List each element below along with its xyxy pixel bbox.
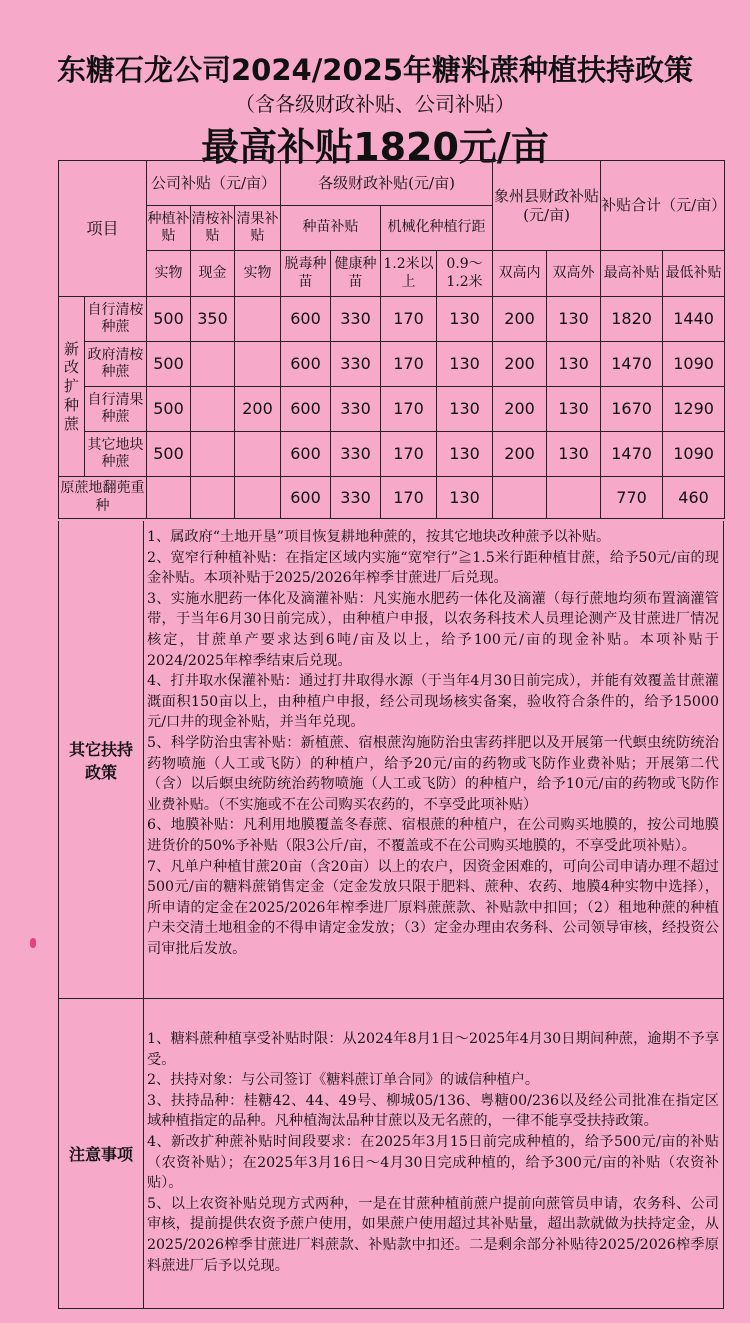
cell: 1670 [601,387,663,432]
note-item: 5、以上农资补贴兑现方式两种，一是在甘蔗种植前蔗户提前向蔗管员申请，农务科、公司审核，提前提供农资予蔗户使用，如果蔗户使用超过其补贴量，超出款就做为扶持定金，从2025/2026榨季甘蔗进厂料蔗款、补贴款中扣还。二是剩余部分补贴待2025/2026榨季原料蔗进厂后予以兑现。 [147,1195,719,1274]
cell [147,477,191,519]
policy-item: 6、地膜补贴：凡利用地膜覆盖冬春蔗、宿根蔗的种植户，在公司购买地膜的，按公司地膜进货价的50%予补贴（限3公斤/亩，不覆盖或不在公司购买地膜的，不享受此项补贴）。 [147,817,719,854]
cell: 130 [547,297,601,342]
row-name: 自行清果种蔗 [85,387,147,432]
header-cash: 现金 [191,251,235,297]
cell: 170 [381,432,437,477]
cell: 330 [331,432,381,477]
cell: 200 [493,432,547,477]
cell: 500 [147,432,191,477]
header-double-out: 双高外 [547,251,601,297]
cell: 170 [381,297,437,342]
document-title: 东糖石龙公司2024/2025年糖料蔗种植扶持政策 [56,53,694,87]
note-item: 4、新改扩种蔗补贴时间段要求：在2025年3月15日前完成种植的，给予500元/亩的补贴（农资补贴）；在2025年3月16日～4月30日完成种植的，给予300元/亩的补贴（农资补贴）。 [147,1133,719,1192]
max-subsidy-headline: 最高补贴1820元/亩 [201,125,549,169]
cell: 200 [493,342,547,387]
cell [191,477,235,519]
cell: 600 [281,477,331,519]
cell: 170 [381,342,437,387]
cell: 200 [235,387,281,432]
other-policies-section [58,521,724,999]
header-row-1-2: 1.2米以上 [381,251,437,297]
subsidy-table [58,160,725,519]
cell: 200 [493,297,547,342]
policy-item: 4、打井取水保灌补贴：通过打井取得水源（于当年4月30日前完成），并能有效覆盖甘蔗灌溉面积150亩以上，由种植户申报，经公司现场核实备案，验收符合条件的，给予15000元/口井的现金补贴，并当年兑现。 [147,673,719,731]
note-item: 1、糖料蔗种植享受补贴时限：从2024年8月1日～2025年4月30日期间种蔗，逾期不予享受。 [147,1031,719,1068]
cell: 130 [437,432,493,477]
group-new-planting: 新改扩种蔗 [59,297,85,477]
cell [191,342,235,387]
cell: 130 [437,297,493,342]
cell: 600 [281,432,331,477]
header-in-kind-2: 实物 [235,251,281,297]
header-company-subsidy: 公司补贴（元/亩） [147,161,281,206]
cell [235,342,281,387]
row-name: 原蔗地翻蔸重种 [59,477,147,519]
header-in-kind: 实物 [147,251,191,297]
cell: 460 [663,477,725,519]
header-min: 最低补贴 [663,251,725,297]
red-mark [30,938,36,948]
cell [235,477,281,519]
cell: 130 [547,387,601,432]
cell: 1440 [663,297,725,342]
cell: 1090 [663,432,725,477]
cell: 1820 [601,297,663,342]
row-name: 自行清桉种蔗 [85,297,147,342]
cell: 330 [331,387,381,432]
note-item: 2、扶持对象：与公司签订《糖料蔗订单合同》的诚信种植户。 [147,1072,540,1089]
cell: 130 [547,342,601,387]
policy-item: 1、属政府“土地开垦”项目恢复耕地种蔗的，按其它地块改种蔗予以补贴。 [147,529,611,545]
notes-section [58,999,724,1309]
cell [191,387,235,432]
cell [191,432,235,477]
header-fruit: 清果补贴 [235,206,281,251]
row-name: 政府清桉种蔗 [85,342,147,387]
policy-item: 7、凡单户种植甘蔗20亩（含20亩）以上的农户，因资金困难的，可向公司申请办理不超过500元/亩的糖料蔗销售定金（定金发放只限于肥料、蔗种、农药、地膜4种实物中选择），所申请的定金在2025/2026年榨季进厂原料蔗蔗款、补贴款中扣回；（2）租地种蔗的种植户未交清土地租金的不得申请定金发放；（3）定金办理由农务科、公司领导审核，经投资公司审批后发放。 [147,858,719,957]
cell: 170 [381,387,437,432]
policy-item: 5、科学防治虫害补贴：新植蔗、宿根蔗沟施防治虫害药拌肥以及开展第一代螟虫统防统治药物喷施（人工或飞防）的种植户，给予20元/亩的药物或飞防作业费补贴；开展第二代（含）以后螟虫统防统治药物喷施（人工或飞防）的种植户，给予10元/亩的药物或飞防作业费补贴。（不实施或不在公司购买农药的，不享受此项补贴） [147,734,719,813]
cell [547,477,601,519]
cell: 1090 [663,342,725,387]
cell: 600 [281,342,331,387]
policy-item: 3、实施水肥药一体化及滴灌补贴：凡实施水肥药一体化及滴灌（每行蔗地均须布置滴灌管带，于当年6月30日前完成），由种植户申报，以农务科技术人员理论测产及甘蔗进厂情况核定，甘蔗单产要求达到6吨/亩及以上，给予100元/亩的现金补贴。本项补贴于2024/2025年榨季结束后兑现。 [147,590,719,669]
cell: 350 [191,297,235,342]
cell: 1470 [601,432,663,477]
header-mechanized: 机械化种植行距 [381,206,493,251]
cell: 500 [147,297,191,342]
header-finance-subsidy: 各级财政补贴(元/亩) [281,161,493,206]
header-planting: 种植补贴 [147,206,191,251]
header-detox: 脱毒种苗 [281,251,331,297]
cell: 500 [147,342,191,387]
cell: 500 [147,387,191,432]
header-row-0-9: 0.9～1.2米 [437,251,493,297]
cell: 200 [493,387,547,432]
header-healthy: 健康种苗 [331,251,381,297]
notes-content [147,1029,719,1276]
header-clear: 清桉补贴 [191,206,235,251]
header-total-subsidy: 补贴合计（元/亩） [601,161,725,251]
other-policies-label: 其它扶持政策 [59,521,144,998]
other-policies-content [147,527,719,959]
cell: 770 [601,477,663,519]
cell: 130 [547,432,601,477]
cell: 130 [437,342,493,387]
cell: 330 [331,477,381,519]
header-max: 最高补贴 [601,251,663,297]
row-name: 其它地块种蔗 [85,432,147,477]
cell: 1470 [601,342,663,387]
header-county-subsidy: 象州县财政补贴(元/亩) [493,161,601,251]
notes-label: 注意事项 [59,999,144,1308]
cell: 330 [331,342,381,387]
note-item: 3、扶持品种：桂糖42、44、49号、柳城05/136、粤糖00/236以及经公司批准在指定区域种植指定的品种。凡种植淘汰品种甘蔗以及无名蔗的，一律不能享受扶持政策。 [147,1092,719,1130]
cell: 130 [437,477,493,519]
document-subtitle: （含各级财政补贴、公司补贴） [235,92,515,116]
cell: 600 [281,297,331,342]
policy-item: 2、宽窄行种植补贴：在指定区域内实施“宽窄行”≧1.5米行距种植甘蔗，给予50元/亩的现金补贴。本项补贴于2025/2026年榨季甘蔗进厂后兑现。 [147,549,719,587]
cell: 1290 [663,387,725,432]
cell: 170 [381,477,437,519]
cell [235,297,281,342]
header-seedling: 种苗补贴 [281,206,381,251]
cell: 330 [331,297,381,342]
cell: 130 [437,387,493,432]
cell [493,477,547,519]
header-double-in: 双高内 [493,251,547,297]
header-project: 项目 [59,161,147,297]
cell [235,432,281,477]
cell: 600 [281,387,331,432]
